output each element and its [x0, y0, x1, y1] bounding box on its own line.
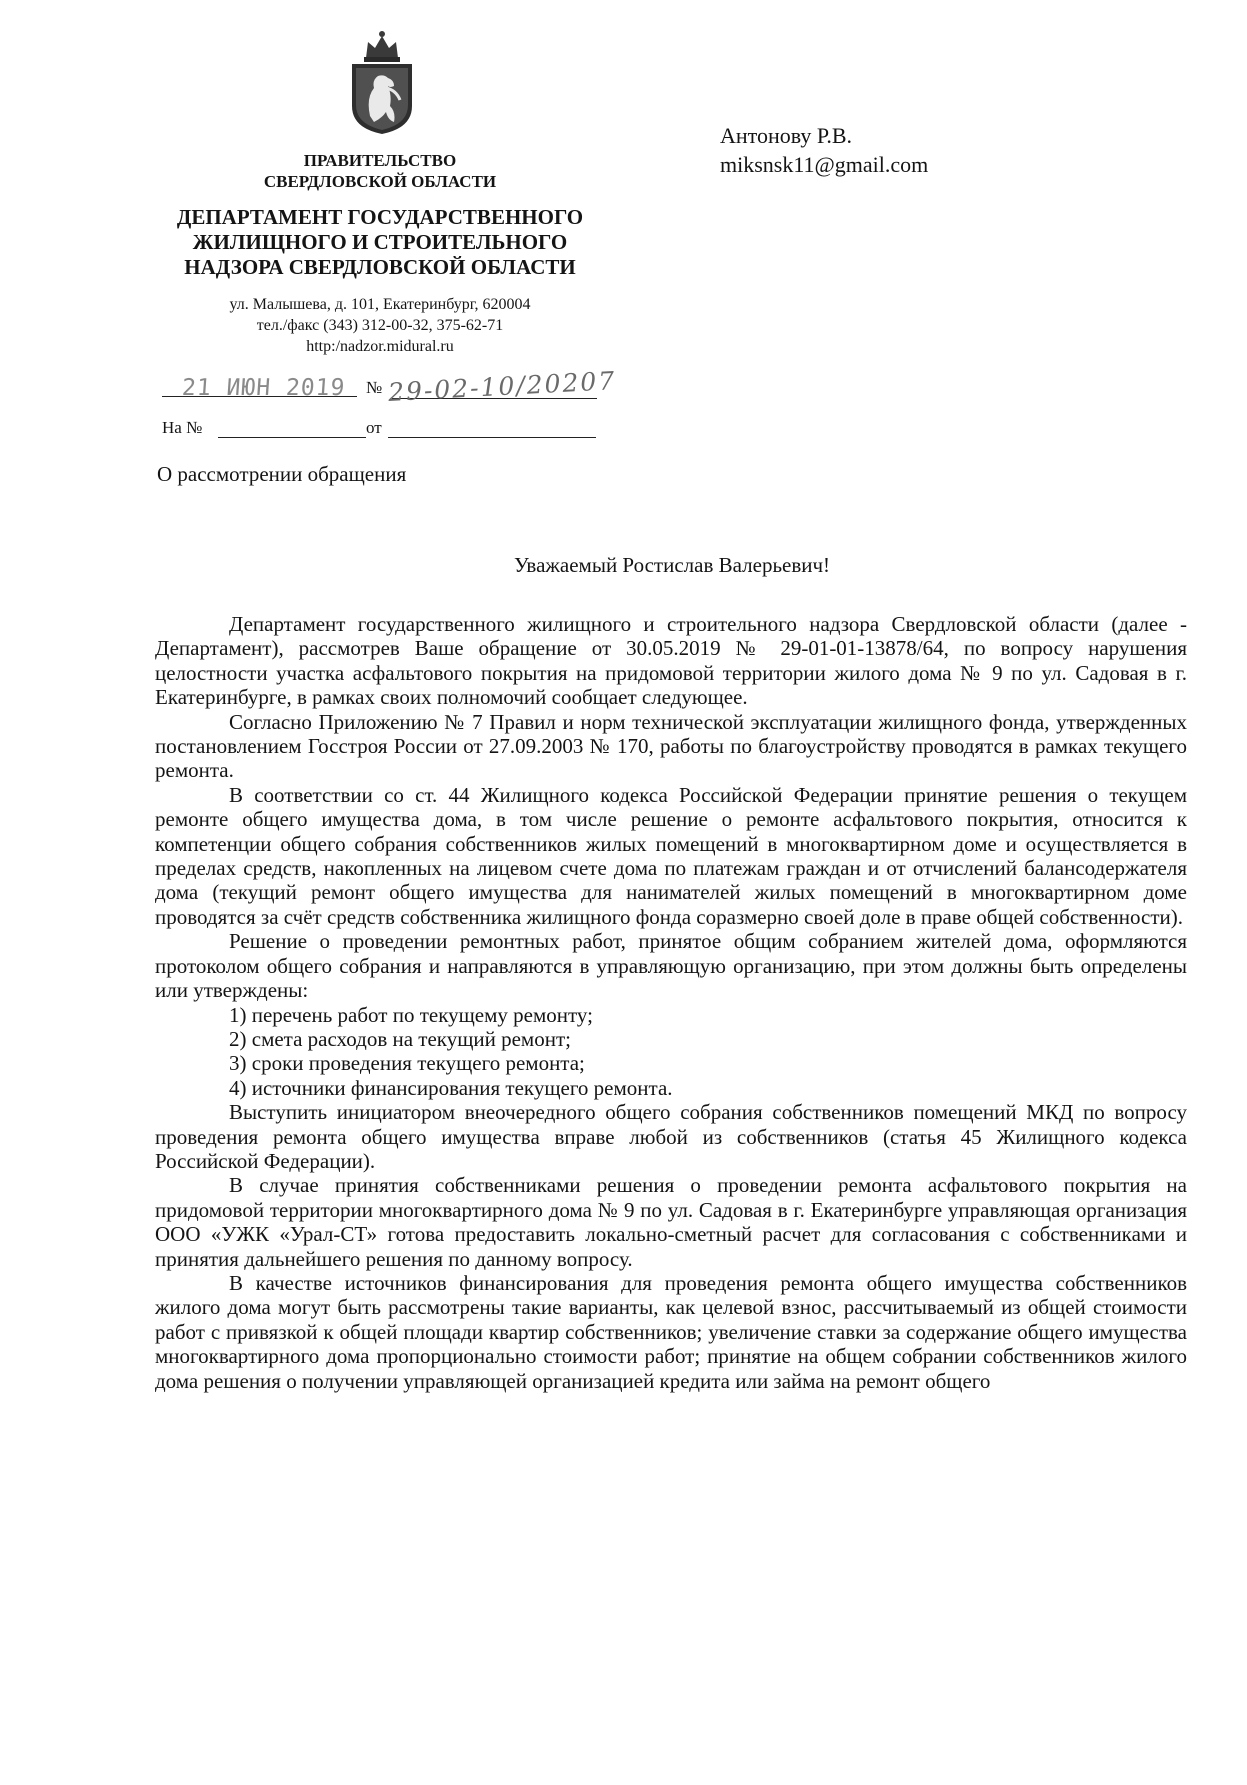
department-address: ул. Малышева, д. 101, Екатеринбург, 620004 — [229, 296, 531, 313]
recipient-email: miksnsk11@gmail.com — [720, 152, 929, 177]
reply-from-line — [388, 437, 596, 438]
body-paragraph: Решение о проведении ремонтных работ, принятое общим собранием жителей дома, оформляются протоколом общего собрания и направляются в управляющую организацию, при этом должны быть определены или утверждены: — [155, 929, 1187, 1003]
body-paragraph: Выступить инициатором внеочередного общего собрания собственников помещений МКД по вопросу проведения ремонта общего имущества вправе любой из собственников (статья 45 Жилищного кодекса Российской Федерации). — [155, 1100, 1187, 1173]
letter-salutation: Уважаемый Ростислав Валерьевич! — [513, 553, 831, 577]
reply-to-label: На № — [162, 418, 203, 437]
department-phone: тел./факс (343) 312-00-32, 375-62-71 — [256, 317, 504, 334]
list-item: 2) смета расходов на текущий ремонт; — [229, 1026, 571, 1051]
government-title-line1: ПРАВИТЕЛЬСТВО — [303, 151, 457, 170]
list-item: 1) перечень работ по текущему ремонту; — [229, 1002, 593, 1027]
registration-number-label: № — [366, 378, 383, 397]
department-contacts — [150, 294, 610, 357]
reply-from-label: от — [366, 418, 382, 437]
department-title-line1: ДЕПАРТАМЕНТ ГОСУДАРСТВЕННОГО — [176, 205, 584, 229]
letter-body — [155, 612, 1187, 1393]
registration-date-stamp: 21 ИЮН 2019 — [181, 375, 347, 401]
department-title-line2: ЖИЛИЩНОГО И СТРОИТЕЛЬНОГО — [192, 230, 568, 254]
body-paragraph: В соответствии со ст. 44 Жилищного кодекса Российской Федерации принятие решения о текущем ремонте общего имущества дома, в том числе решение о ремонте асфальтового покрытия, относится к компетенции общего собрания собственников жилых помещений в многоквартирном доме и осуществляется в пределах средств, накопленных на лицевом счете дома по платежам граждан и от отчислений балансодержателя дома (текущий ремонт общего имущества для нанимателей жилых помещений в многоквартирном доме проводятся за счёт средств собственника жилищного фонда соразмерно своей доле в праве общей собственности). — [155, 782, 1187, 929]
department-title-line3: НАДЗОРА СВЕРДЛОВСКОЙ ОБЛАСТИ — [184, 255, 576, 279]
reply-to-line — [218, 437, 366, 438]
department-website: http:/nadzor.midural.ru — [306, 338, 454, 355]
recipient-block — [720, 121, 928, 179]
body-paragraph: Согласно Приложению № 7 Правил и норм технической эксплуатации жилищного фонда, утвержденных постановлением Госстроя России от 27.09.2003 № 170, работы по благоустройству проводятся в рамках текущего ремонта. — [155, 709, 1187, 783]
department-title — [150, 205, 610, 280]
registration-number-handwritten: 29-02-10/20207 — [387, 366, 617, 407]
letter-subject: О рассмотрении обращения — [157, 462, 407, 486]
body-paragraph: В качестве источников финансирования для проведения ремонта общего имущества собственников жилого дома могут быть рассмотрены такие варианты, как целевой взнос, рассчитываемый из общей стоимости работ с привязкой к общей площади квартир собственников; увеличение ставки за содержание общего имущества многоквартирного дома пропорционально стоимости работ; принятие на общем собрании собственников жилого дома решения о получении управляющей организацией кредита или займа на ремонт общего — [155, 1270, 1187, 1393]
body-paragraph: В случае принятия собственниками решения о проведении ремонта асфальтового покрытия на придомовой территории многоквартирного дома № 9 по ул. Садовая в г. Екатеринбурге управляющая организация ООО «УЖК «Урал-СТ» готова предоставить локально-сметный расчет для согласования с собственниками и принятия дальнейшего решения по данному вопросу. — [155, 1173, 1187, 1271]
list-item: 3) сроки проведения текущего ремонта; — [229, 1051, 585, 1076]
government-title-line2: СВЕРДЛОВСКОЙ ОБЛАСТИ — [263, 172, 497, 191]
list-item: 4) источники финансирования текущего ремонта. — [229, 1075, 673, 1100]
recipient-name: Антонову Р.В. — [720, 123, 853, 148]
sverdlovsk-coat-of-arms-icon — [344, 28, 420, 136]
body-paragraph: Департамент государственного жилищного и строительного надзора Свердловской области (далее - Департамент), рассмотрев Ваше обращение от 30.05.2019 № 29-01-01-13878/64, по вопросу нарушения целостности участка асфальтового покрытия на придомовой территории жилого дома № 9 по ул. Садовая в г. Екатеринбурге, в рамках своих полномочий сообщает следующее. — [155, 612, 1187, 710]
